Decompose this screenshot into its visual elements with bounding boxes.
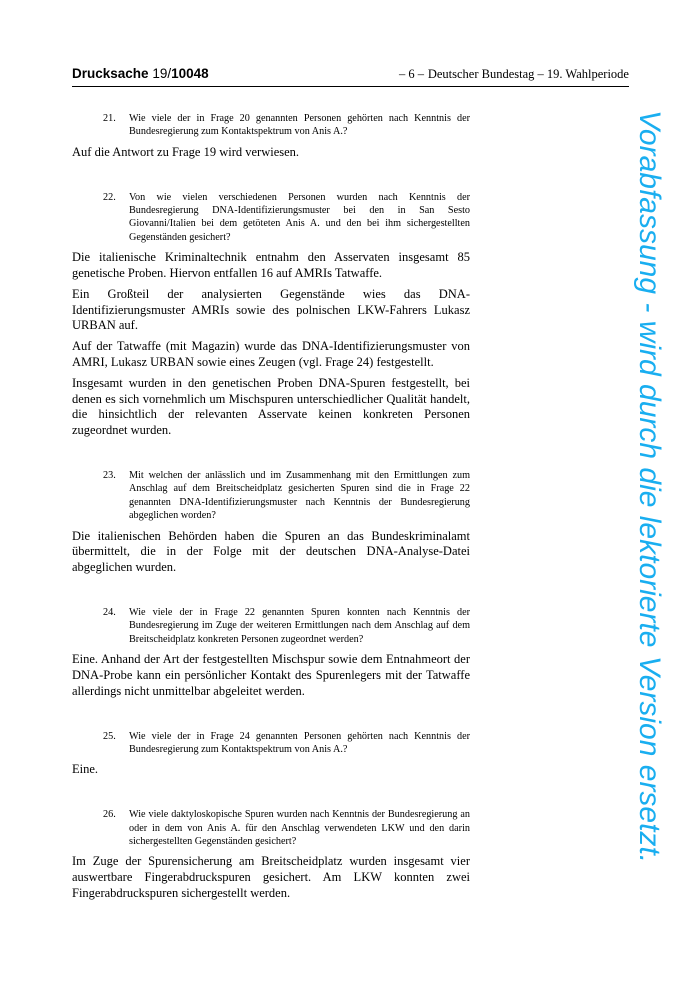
page-number: – 6 – bbox=[399, 67, 424, 81]
question bbox=[72, 808, 470, 848]
question bbox=[72, 191, 470, 245]
qa-item bbox=[72, 808, 470, 902]
answer-paragraph: Ein Großteil der analysierten Gegenstände wies das DNA-Identifizierungsmuster AMRIs sowie des polnischen LKW-Fahrers Lukasz URBAN auf. bbox=[72, 286, 470, 333]
question bbox=[72, 469, 470, 523]
qa-content bbox=[72, 112, 470, 902]
question-number: 26. bbox=[103, 809, 116, 821]
question-number: 22. bbox=[103, 191, 116, 203]
page-header bbox=[72, 66, 629, 87]
question-text: Mit welchen der anlässlich und im Zusammenhang mit den Ermittlungen zum Anschlag auf dem Breitscheidplatz gesicherten Spuren sind die in Frage 22 genannten DNA-Identifizierungsmuster nach Kenntnis der Bundesregierung abgeglichen worden? bbox=[129, 470, 470, 522]
question bbox=[72, 112, 470, 139]
question-text: Wie viele daktyloskopische Spuren wurden nach Kenntnis der Bundesregierung an oder in dem von Anis A. für den Anschlag verwendeten LKW und den darin sichergestellten Gegenständen gesichert? bbox=[129, 809, 470, 848]
qa-item bbox=[72, 191, 470, 439]
qa-item bbox=[72, 730, 470, 779]
question-text: Von wie vielen verschiedenen Personen wurden nach Kenntnis der Bundesregierung DNA-Identifizierungsmuster bei den in San Sesto Giovanni/Italien bei dem getöteten Anis A. und den bei ihm sichergestellten Gegenständen gesichert? bbox=[129, 191, 470, 243]
question bbox=[72, 730, 470, 757]
answer-paragraph: Eine. Anhand der Art der festgestellten Mischspur sowie dem Entnahmeort der DNA-Probe kann ein persönlicher Kontakt des Spurenlegers mit der Tatwaffe allerdings nicht unmittelbar abgeleitet werden. bbox=[72, 652, 470, 698]
question-text: Wie viele der in Frage 20 genannten Personen gehörten nach Kenntnis der Bundesregierung zum Kontaktspektrum von Anis A.? bbox=[129, 113, 470, 138]
question-number: 24. bbox=[103, 607, 116, 619]
question-number: 21. bbox=[103, 113, 116, 124]
answer-paragraph: Die italienische Kriminaltechnik entnahm den Asservaten insgesamt 85 genetische Proben. Hiervon entfallen 16 auf AMRIs Tatwaffe. bbox=[72, 250, 470, 281]
answer-paragraph: Die italienischen Behörden haben die Spuren an das Bundeskriminalamt übermittelt, die in der Folge mit der deutschen DNA-Analyse-Datei abgeglichen wurden. bbox=[72, 528, 470, 575]
answer-paragraph: Insgesamt wurden in den genetischen Proben DNA-Spuren festgestellt, bei denen es sich vornehmlich um Mischspuren unterschiedlicher Qualität handelt, die hinsichtlich der relevanten Asservate keinen konkreten Personen zugeordnet wurden. bbox=[72, 375, 470, 438]
question-text: Wie viele der in Frage 24 genannten Personen gehörten nach Kenntnis der Bundesregierung zum Kontaktspektrum von Anis A.? bbox=[129, 730, 470, 756]
document-number: Drucksache 19/10048 bbox=[72, 66, 209, 81]
question-number: 23. bbox=[103, 470, 116, 481]
answer-paragraph: Auf die Antwort zu Frage 19 wird verwiesen. bbox=[72, 144, 300, 159]
qa-item bbox=[72, 112, 470, 161]
answer-paragraph: Auf der Tatwaffe (mit Magazin) wurde das DNA-Identifizierungsmuster von AMRI, Lukasz URBAN sowie eines Zeugen (vgl. Frage 24) festgestellt. bbox=[72, 339, 470, 370]
answer-paragraph: Eine. bbox=[72, 762, 99, 777]
question bbox=[72, 606, 470, 646]
question-text: Wie viele der in Frage 22 genannten Spuren konnten nach Kenntnis der Bundesregierung im Zuge der weiteren Ermittlungen nach dem Anschlag auf dem Breitscheidplatz konkreten Personen zugeordnet werden? bbox=[129, 607, 470, 645]
qa-item bbox=[72, 469, 470, 576]
question-number: 25. bbox=[103, 730, 116, 742]
qa-item bbox=[72, 606, 470, 700]
answer-paragraph: Im Zuge der Spurensicherung am Breitscheidplatz wurden insgesamt vier auswertbare Fingerabdruckspuren gesichert. Am LKW konnten zwei Fingerabdruckspuren sichergestellt werden. bbox=[72, 854, 470, 901]
draft-watermark: Vorabfassung - wird durch die lektorierte Version ersetzt. bbox=[633, 110, 666, 864]
institution-label: Deutscher Bundestag – 19. Wahlperiode bbox=[427, 67, 629, 81]
